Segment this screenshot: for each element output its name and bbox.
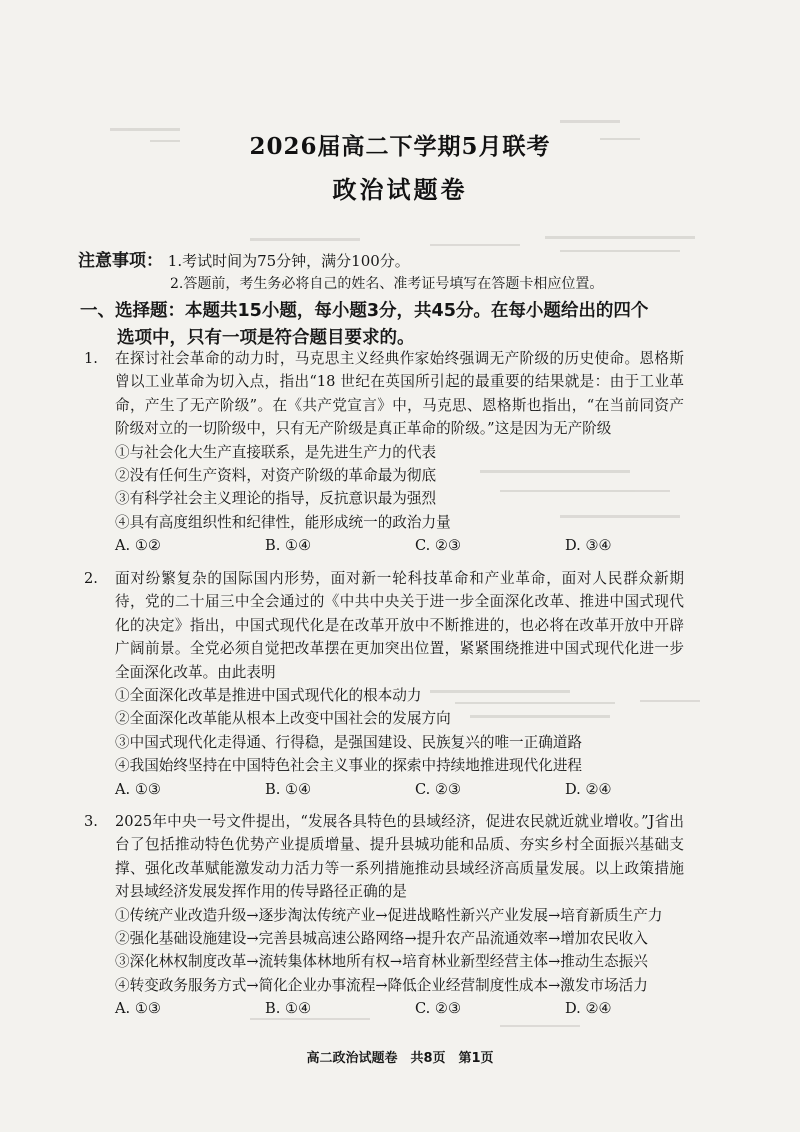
question-stem: 在探讨社会革命的动力时，马克思主义经典作家始终强调无产阶级的历史使命。恩格斯曾以工业革命为切入点，指出“18 世纪在英国所引起的最重要的结果就是：由于工业革命，产生了无产阶级”。在《共产党宣言》中，马克思、恩格斯也指出，“在当前同资产阶级对立的一切阶级中，只有无产阶级是真正革命的阶级。”这是因为无产阶级 [115,350,684,438]
option-4: ④具有高度组织性和纪律性，能形成统一的政治力量 [115,513,451,531]
answer-a: A. ①③ [115,780,161,798]
question-1 [84,347,684,558]
question-stem: 面对纷繁复杂的国际国内形势，面对新一轮科技革命和产业革命，面对人民群众新期待，党的二十届三中全会通过的《中共中央关于进一步全面深化改革、推进中国式现代化的决定》指出，中国式现代化是在改革开放中不断推进的，也必将在改革开放中开辟广阔前景。全党必须自觉把改革摆在更加突出位置，紧紧围绕推进中国式现代化进一步全面深化改革。由此表明 [115,570,684,681]
answer-choices [115,778,684,802]
answer-c: C. ②③ [415,780,462,798]
option-4: ④我国始终坚持在中国特色社会主义事业的探索中持续地推进现代化进程 [115,757,583,775]
question-number: 1. [84,350,98,367]
answer-d: D. ②④ [565,780,612,798]
answer-a: A. ①② [115,537,161,555]
option-2: ②没有任何生产资料，对资产阶级的革命最为彻底 [115,467,437,485]
answer-d: D. ③④ [565,537,612,555]
answer-c: C. ②③ [415,537,462,555]
question-3 [84,810,684,1021]
option-4: ④转变政务服务方式→简化企业办事流程→降低企业经营制度性成本→激发市场活力 [115,976,648,994]
option-1: ①与社会化大生产直接联系，是先进生产力的代表 [115,443,437,461]
section-heading-line-2: 选项中，只有一项是符合题目要求的。 [117,328,415,348]
option-1: ①传统产业改造升级→逐步淘汰传统产业→促进战略性新兴产业发展→培育新质生产力 [115,906,663,924]
notice-label: 注意事项： [78,251,163,271]
option-3: ③有科学社会主义理论的指导，反抗意识最为强烈 [115,490,437,508]
answer-choices [115,997,684,1021]
notice-line-1 [78,246,410,271]
section-heading-line-1: 一、选择题：本题共15小题，每小题3分，共45分。在每小题给出的四个 [80,301,649,321]
answer-choices [115,534,684,558]
option-2: ②强化基础设施建设→完善县城高速公路网络→提升农产品流通效率→增加农民收入 [115,930,648,948]
answer-c: C. ②③ [415,1000,462,1018]
option-2: ②全面深化改革能从根本上改变中国社会的发展方向 [115,710,451,728]
page-footer: 高二政治试题卷 共8页 第1页 [306,1051,494,1066]
question-number: 2. [84,570,98,587]
option-1: ①全面深化改革是推进中国式现代化的根本动力 [115,687,422,705]
exam-subtitle: 政治试题卷 [332,175,468,204]
answer-a: A. ①③ [115,1000,161,1018]
section-heading [80,298,720,352]
exam-title: 2026届高二下学期5月联考 [249,133,551,160]
notice-item-2: 2.答题前，考生务必将自己的姓名、准考证号填写在答题卡相应位置。 [170,276,604,292]
answer-b: B. ①④ [265,780,312,798]
question-stem: 2025年中央一号文件提出，“发展各具特色的县域经济，促进农民就近就业增收。”J省出台了包括推动特色优势产业提质增量、提升县城功能和品质、夯实乡村全面振兴基础支撑、强化改革赋能激发动力活力等一系列措施推动县域经济高质量发展。以上政策措施对县域经济发展发挥作用的传导路径正确的是 [115,813,684,901]
option-3: ③深化林权制度改革→流转集体林地所有权→培育林业新型经营主体→推动生态振兴 [115,953,648,971]
notice-item-1: 1.考试时间为75分钟，满分100分。 [167,252,410,270]
question-number: 3. [84,813,98,830]
question-2 [84,567,684,802]
option-3: ③中国式现代化走得通、行得稳，是强国建设、民族复兴的唯一正确道路 [115,733,583,751]
answer-d: D. ②④ [565,1000,612,1018]
answer-b: B. ①④ [265,1000,312,1018]
answer-b: B. ①④ [265,537,312,555]
